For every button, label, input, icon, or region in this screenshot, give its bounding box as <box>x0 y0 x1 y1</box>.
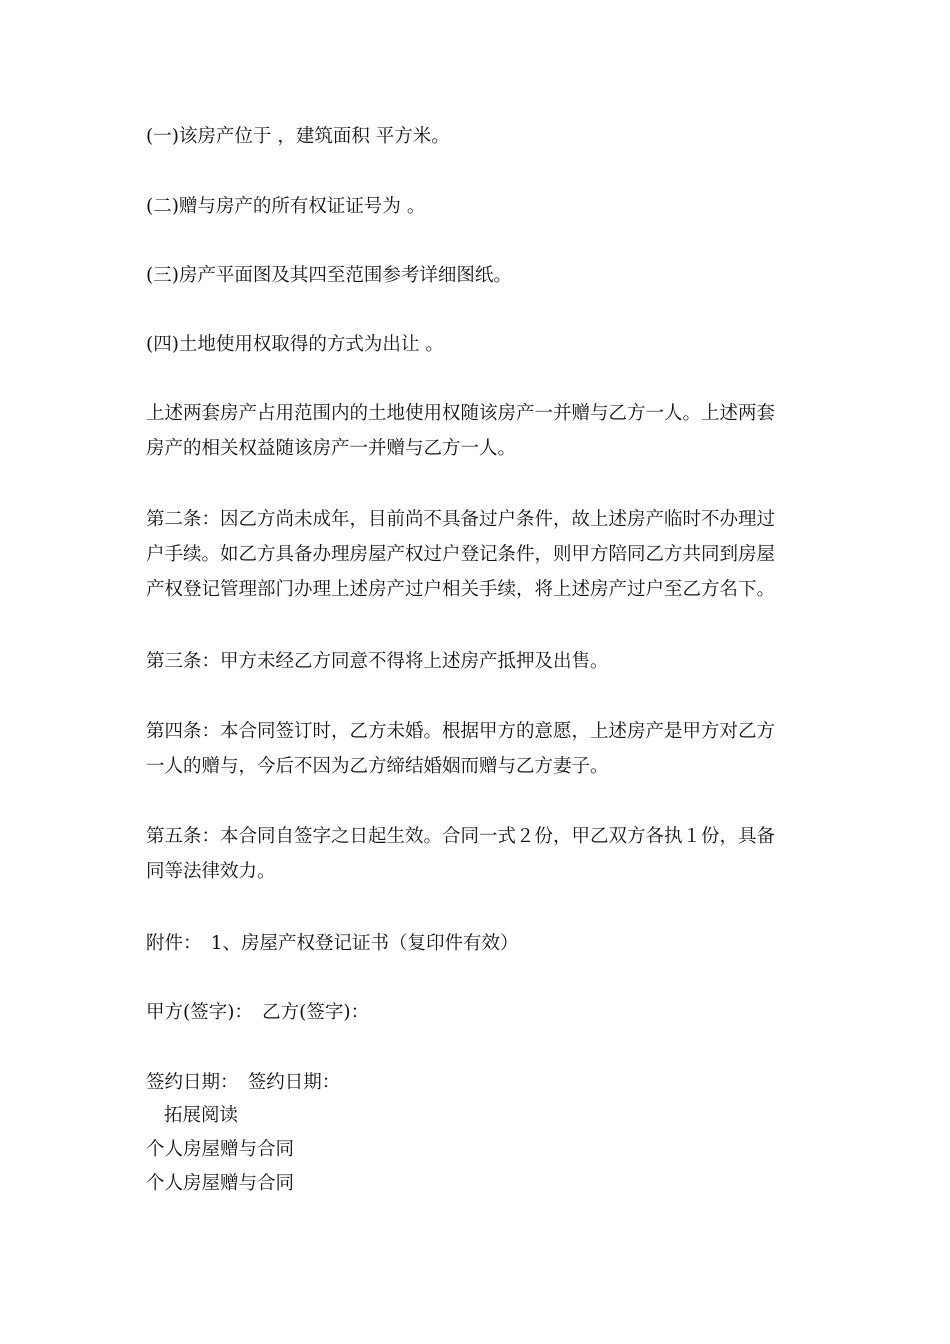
attachment-line <box>146 926 806 961</box>
signature-line <box>146 995 806 1030</box>
text-line: 房产的相关权益随该房产一并赠与乙方一人。 <box>146 438 517 459</box>
article-5 <box>146 819 806 889</box>
article-3 <box>146 644 806 679</box>
text-line: 第四条：本合同签订时，乙方未婚。根据甲方的意愿，上述房产是甲方对乙方 <box>146 721 776 742</box>
text-line: 产权登记管理部门办理上述房产过户相关手续，将上述房产过户至乙方名下。 <box>146 579 776 600</box>
text-line: 户手续。如乙方具备办理房屋产权过户登记条件，则甲方陪同乙方共同到房屋 <box>146 544 776 565</box>
text-line: 甲方(签字)： 乙方(签字)： <box>146 1002 370 1023</box>
clause-item-1 <box>146 119 806 154</box>
text-line: 一人的赠与，今后不因为乙方缔结婚姻而赠与乙方妻子。 <box>146 756 609 777</box>
signing-date-line <box>146 1065 806 1100</box>
clause-item-4 <box>146 327 806 362</box>
clause-item-2 <box>146 189 806 224</box>
text-line: 同等法律效力。 <box>146 861 276 882</box>
article-4 <box>146 714 806 784</box>
text-line: (二)赠与房产的所有权证证号为 。 <box>146 196 426 217</box>
text-line: (一)该房产位于 ，建筑面积 平方米。 <box>146 126 450 147</box>
article-2 <box>146 502 806 607</box>
clause-item-3 <box>146 258 806 293</box>
extended-reading-link[interactable]: 个人房屋赠与合同 <box>146 1173 295 1194</box>
text-line: (三)房产平面图及其四至范围参考详细图纸。 <box>146 265 512 286</box>
text-line: 第三条：甲方未经乙方同意不得将上述房产抵押及出售。 <box>146 651 609 672</box>
extended-reading-link[interactable]: 个人房屋赠与合同 <box>146 1139 295 1160</box>
text-line: 签约日期： 签约日期： <box>146 1072 341 1093</box>
text-line: 上述两套房产占用范围内的土地使用权随该房产一并赠与乙方一人。上述两套 <box>146 403 776 424</box>
text-line: 第二条：因乙方尚未成年，目前尚不具备过户条件，故上述房产临时不办理过 <box>146 509 776 530</box>
text-line: 附件： 1、房屋产权登记证书（复印件有效） <box>146 933 519 954</box>
extended-reading-heading: 拓展阅读 <box>164 1105 239 1126</box>
text-line: 第五条：本合同自签字之日起生效。合同一式２份，甲乙双方各执１份，具备 <box>146 826 776 847</box>
land-use-paragraph <box>146 396 806 466</box>
text-line: (四)土地使用权取得的方式为出让 。 <box>146 334 444 355</box>
